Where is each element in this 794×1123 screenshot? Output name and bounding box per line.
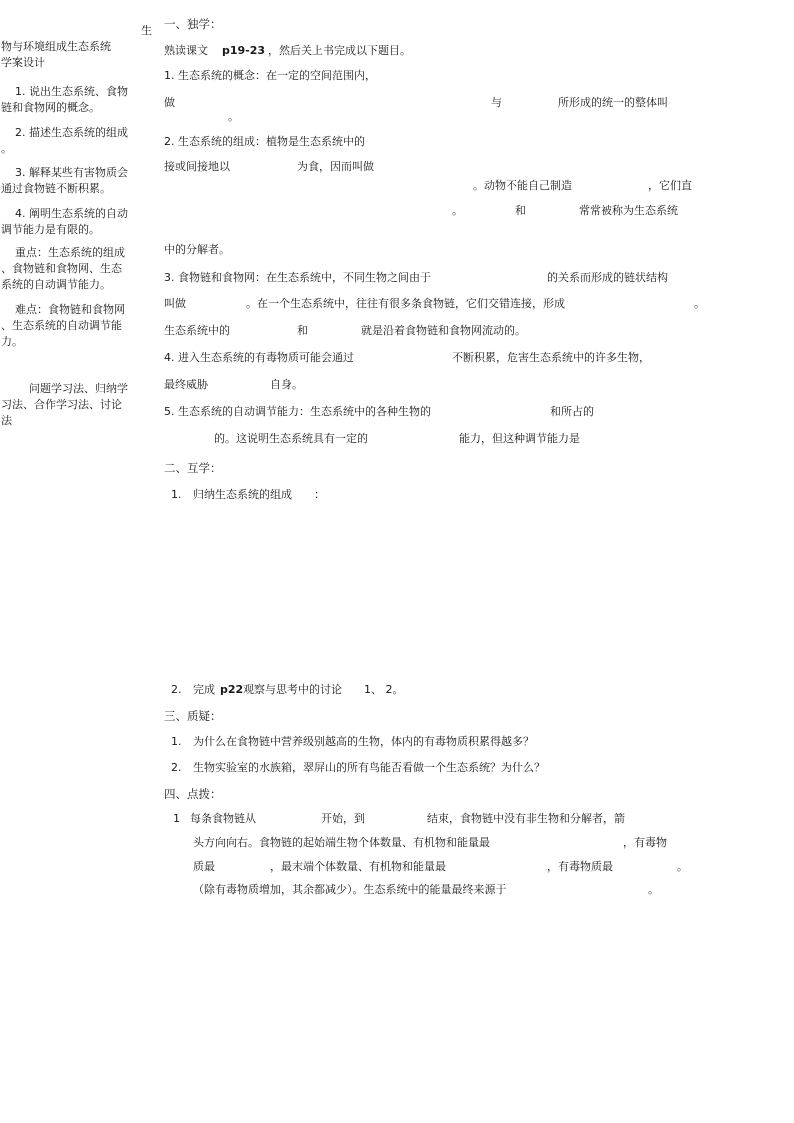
q4-b: 不断积累，危害生态系统中的许多生物， (452, 351, 650, 364)
q3-h: 就是沿着食物链和食物网流动的。 (361, 324, 526, 337)
q2-h: 常常被称为生态系统 (579, 204, 678, 217)
q2-g: 和 (515, 204, 526, 217)
difficult-points-line1: 难点：食物链和食物网 (15, 303, 125, 316)
s4-a: 每条食物链从 (190, 812, 256, 825)
q5-d: 能力，但这种调节能力是 (459, 432, 580, 445)
q2-i: 中的分解者。 (164, 243, 230, 256)
sidebar-title-line1: 物与环境组成生态系统 (1, 40, 111, 53)
s2-item2-a: 完成 (193, 683, 215, 696)
s3-item2-text: 生物实验室的水族箱，翠屏山的所有鸟能否看做一个生态系统？为什么？ (193, 761, 545, 774)
s4-c: 结束，食物链中没有非生物和分解者，箭 (427, 812, 625, 825)
q2-b: 接或间接地以 (164, 160, 230, 173)
q1-e: 。 (228, 110, 239, 123)
methods-line2: 习法、合作学习法、讨论 (1, 398, 122, 411)
q4-a: 4. 进入生态系统的有毒物质可能会通过 (164, 351, 354, 364)
goal-4-line1: 4. 阐明生态系统的自动 (15, 207, 128, 220)
s2-item1-num: 1. (171, 488, 182, 501)
q5-c: 的。这说明生态系统具有一定的 (214, 432, 368, 445)
q1-b: 做 (164, 96, 175, 109)
q2-e: ，它们直 (648, 179, 692, 192)
goal-4-line2: 调节能力是有限的。 (1, 223, 100, 236)
q1-a: 1. 生态系统的概念：在一定的空间范围内， (164, 69, 376, 82)
goal-2-line2: 。 (1, 142, 12, 155)
goal-1-line1: 1. 说出生态系统、食物 (15, 85, 128, 98)
s4-k: 。 (648, 883, 659, 896)
q2-d: 。动物不能自己制造 (473, 179, 572, 192)
q5-a: 5. 生态系统的自动调节能力：生态系统中的各种生物的 (164, 405, 431, 418)
q5-b: 和所占的 (550, 405, 594, 418)
s3-item1-text: 为什么在食物链中营养级别越高的生物，体内的有毒物质积累得越多？ (193, 735, 534, 748)
goal-1-line2: 链和食物网的概念。 (1, 101, 100, 114)
s2-heading: 二、互学： (164, 461, 222, 475)
s4-h: ，有毒物质最 (547, 860, 613, 873)
q2-c: 为食，因而叫做 (297, 160, 374, 173)
sidebar-title-char: 生 (141, 24, 152, 37)
q1-d: 所形成的统一的整体叫 (558, 96, 668, 109)
s4-heading: 四、点拨： (164, 787, 222, 801)
s4-num: 1 (173, 812, 180, 825)
s4-f: 质最 (193, 860, 215, 873)
q4-c: 最终威胁 (164, 378, 208, 391)
s3-item1-num: 1. (171, 735, 182, 748)
s4-g: ，最末端个体数量、有机物和能量最 (270, 860, 446, 873)
s3-heading: 三、质疑： (164, 709, 222, 723)
difficult-points-line2: 、生态系统的自动调节能 (1, 319, 122, 332)
key-points-line2: 、食物链和食物网、生态 (1, 262, 122, 275)
key-points-line3: 系统的自动调节能力。 (1, 278, 111, 291)
q3-d: 。在一个生态系统中，往往有很多条食物链，它们交错连接，形成 (246, 297, 565, 310)
difficult-points-line3: 力。 (1, 335, 23, 348)
s1-intro-page: p19-23 (222, 44, 266, 57)
q3-e: 。 (694, 297, 705, 310)
s1-heading: 一、独学： (164, 17, 222, 31)
q4-d: 自身。 (270, 378, 303, 391)
methods-line3: 法 (1, 414, 12, 427)
q3-f: 生态系统中的 (164, 324, 230, 337)
q3-a: 3. 食物链和食物网：在生态系统中，不同生物之间由于 (164, 271, 431, 284)
q1-c: 与 (491, 96, 502, 109)
s4-j: （除有毒物质增加，其余都减少）。生态系统中的能量最终来源于 (193, 883, 507, 896)
s2-item2-b: p22 (220, 683, 244, 696)
s2-item2-num: 2. (171, 683, 182, 696)
q2-a: 2. 生态系统的组成：植物是生态系统中的 (164, 135, 365, 148)
s2-item2-c: 观察与思考中的讨论 (243, 683, 342, 696)
s4-d: 头方向向右。食物链的起始端生物个体数量、有机物和能量最 (193, 836, 490, 849)
key-points-line1: 重点：生态系统的组成 (15, 246, 125, 259)
s2-item1-colon: ： (314, 488, 325, 501)
s1-intro-b: ，然后关上书完成以下题目。 (268, 44, 411, 57)
s2-item2-d: 1、 2。 (364, 683, 404, 696)
s4-e: ，有毒物 (623, 836, 667, 849)
q3-b: 的关系而形成的链状结构 (547, 271, 668, 284)
q3-g: 和 (297, 324, 308, 337)
q3-c: 叫做 (164, 297, 186, 310)
s4-b: 开始，到 (321, 812, 365, 825)
s2-item1-text: 归纳生态系统的组成 (193, 488, 292, 501)
s3-item2-num: 2. (171, 761, 182, 774)
s1-intro-a: 熟读课文 (164, 44, 208, 57)
q2-f: 。 (452, 204, 463, 217)
goal-3-line2: 通过食物链不断积累。 (1, 182, 111, 195)
sidebar-title-line2: 学案设计 (1, 56, 45, 69)
s4-i: 。 (677, 860, 688, 873)
goal-2-line1: 2. 描述生态系统的组成 (15, 126, 128, 139)
goal-3-line1: 3. 解释某些有害物质会 (15, 166, 128, 179)
methods-line1: 问题学习法、归纳学 (29, 382, 128, 395)
